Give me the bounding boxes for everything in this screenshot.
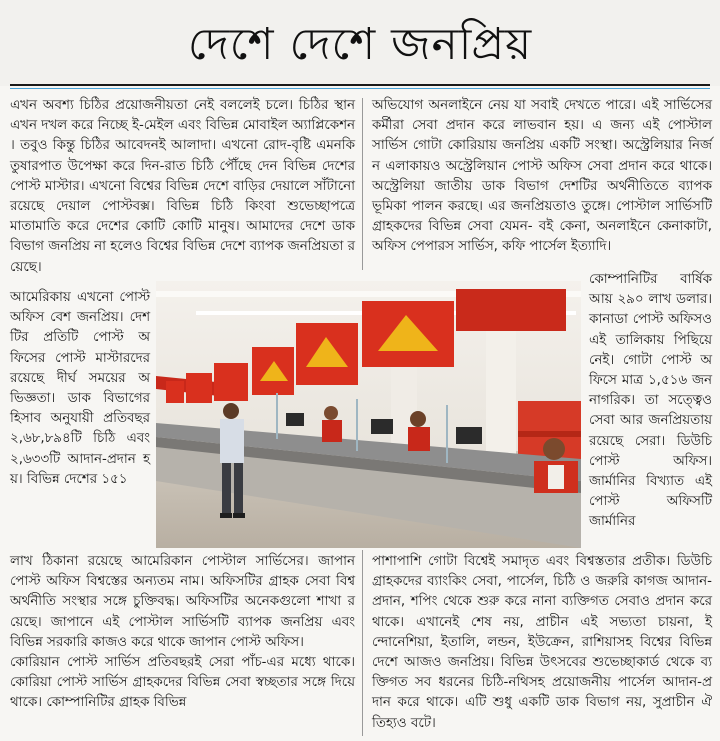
paragraph: আমেরিকায় এখনো পোস্ট অফিস বেশ জনপ্রিয়। দেশটির প্রতিটি পোস্ট অফিসের পোস্ট মাস্টারদের রয়েছে দীর্ঘ সময়ের অভিজ্ঞতা। ডাক বিভাগের হিসাব অনুযায়ী প্রতিবছর ২,৬৮,৮৯৪টি চিঠি এবং ২,৬৩৩টি আদান-প্রদান হয়। বিভিন্ন দেশের ১৫১ <box>10 290 150 487</box>
article-column-left-narrow <box>10 288 150 490</box>
article-column-left-bottom <box>10 552 355 714</box>
paragraph: লাখ ঠিকানা রয়েছে আমেরিকান পোস্টাল সার্ভিসের। জাপান পোস্ট অফিস বিশ্বস্তের অন্যতম নাম। অফিসটির গ্রাহক সেবা বিশ্ব অর্থনীতি সংস্থার সঙ্গে চুক্তিবদ্ধ। অফিসটির অনেকগুলো শাখা রয়েছে। জাপানে এই পোস্টাল সার্ভিসটি ব্যাপক জনপ্রিয় এবং বিভিন্ন সরকারি কাজও করে থাকে জাপান পোস্ট অফিস। <box>10 554 355 650</box>
title-rule <box>10 84 710 86</box>
paragraph: অভিযোগ অনলাইনে নেয় যা সবাই দেখতে পারে। এই সার্ভিসের কর্মীরা সেবা প্রদান করে লাভবান হয়। এ জন্য এই পোস্টাল সার্ভিস গোটা কোরিয়ায় জনপ্রিয় একটি সংস্থা। অস্ট্রেলিয়ার নির্জন এলাকায়ও অস্ট্রেলিয়ান পোস্ট অফিস সেবা প্রদান করে থাকে। অস্ট্রেলিয়া জাতীয় ডাক বিভাগ দেশটির অর্থনীতিতে ব্যাপক ভূমিকা পালন করছে। এর জনপ্রিয়তাও তুঙ্গে। পোস্টাল সার্ভিসটি গ্রাহকদের বিভিন্ন সেবা যেমন- বই কেনা, অনলাইনে কেনাকাটা, অফিস পেপারস সার্ভিস, কফি পার্সেল ইত্যাদি। <box>372 98 712 255</box>
paragraph: কোরিয়ান পোস্ট সার্ভিস প্রতিবছরই সেরা পাঁচ-এর মধ্যে থাকে। কোরিয়া পোস্ট সার্ভিস গ্রাহকদের বিভিন্ন সেবা স্বচ্ছতার সঙ্গে দিয়ে থাকে। কোম্পানিটির গ্রাহক বিভিন্ন <box>10 655 355 711</box>
article-column-right-top <box>372 96 712 258</box>
paragraph: কোম্পানিটির বার্ষিক আয় ২৯০ লাখ ডলার। কানাডা পোস্ট অফিসও এই তালিকায় পিছিয়ে নেই। গোটা পোস্ট অফিসে মাত্র ১,৫১৬ জন নাগরিক। তা সত্ত্বেও সেবা আর জনপ্রিয়তায় রয়েছে সেরা। ডিউচি পোস্ট অফিস। জার্মানির বিখ্যাত এই পোস্ট অফিসটি জার্মানির <box>589 272 712 530</box>
article-column-left-top <box>10 96 355 278</box>
column-divider <box>362 98 363 270</box>
paragraph: পাশাপাশি গোটা বিশ্বেই সমাদৃত এবং বিশ্বস্ততার প্রতীক। ডিউচি গ্রাহকদের ব্যাংকিং সেবা, পার্সেল, চিঠি ও জরুরি কাগজ আদান-প্রদান, শপিং থেকে শুরু করে নানা ব্যক্তিগত সেবাও প্রদান করে থাকে। এখানেই শেষ নয়, প্রাচীন এই সভ্যতা চায়না, ইন্দোনেশিয়া, ইতালি, লন্ডন, ইউক্রেন, রাশিয়াসহ বিশ্বের বিভিন্ন দেশে আজও জনপ্রিয়। বিভিন্ন উৎসবের শুভেচ্ছাকার্ড থেকে ব্যক্তিগত সব ধরনের চিঠি-নথিসহ প্রয়োজনীয় পার্সেল আদান-প্রদান করে থাকে। এটি শুধু একটি ডাক বিভাগ নয়, সুপ্রাচীন ঐতিহ্যও বটে। <box>372 554 712 731</box>
column-divider-lower <box>362 550 363 736</box>
post-office-photo <box>156 281 581 548</box>
title-rule-accent <box>10 88 710 89</box>
paragraph: এখন অবশ্য চিঠির প্রয়োজনীয়তা নেই বললেই চলে। চিঠির স্থান এখন দখল করে নিচ্ছে ই-মেইল এবং বিভিন্ন মোবাইল অ্যাপ্লিকেশন। তবুও কিন্তু চিঠির আবেদনই আলাদা। এখনো রোদ-বৃষ্টি এমনকি তুষারপাত উপেক্ষা করে দিন-রাত চিঠি পৌঁছে দেন বিভিন্ন দেশের পোস্ট মাস্টার। এখনো বিশ্বের বিভিন্ন দেশে বাড়ির দেয়ালে সাঁটানো রয়েছে দেয়াল পোস্টবক্স। বিভিন্ন চিঠি কিংবা শুভেচ্ছাপত্রে মাতামাতি করে দেশের কোটি কোটি মানুষ। আমাদের দেশে ডাক বিভাগ জনপ্রিয় না হলেও বিশ্বের বিভিন্ন দেশে ব্যাপক জনপ্রিয়তা রয়েছে। <box>10 98 355 275</box>
article-column-right-bottom <box>372 552 712 734</box>
post-office-counter-photo-icon <box>156 281 581 548</box>
article-column-right-narrow <box>589 270 712 533</box>
page-title: দেশে দেশে জনপ্রিয় <box>187 19 533 70</box>
